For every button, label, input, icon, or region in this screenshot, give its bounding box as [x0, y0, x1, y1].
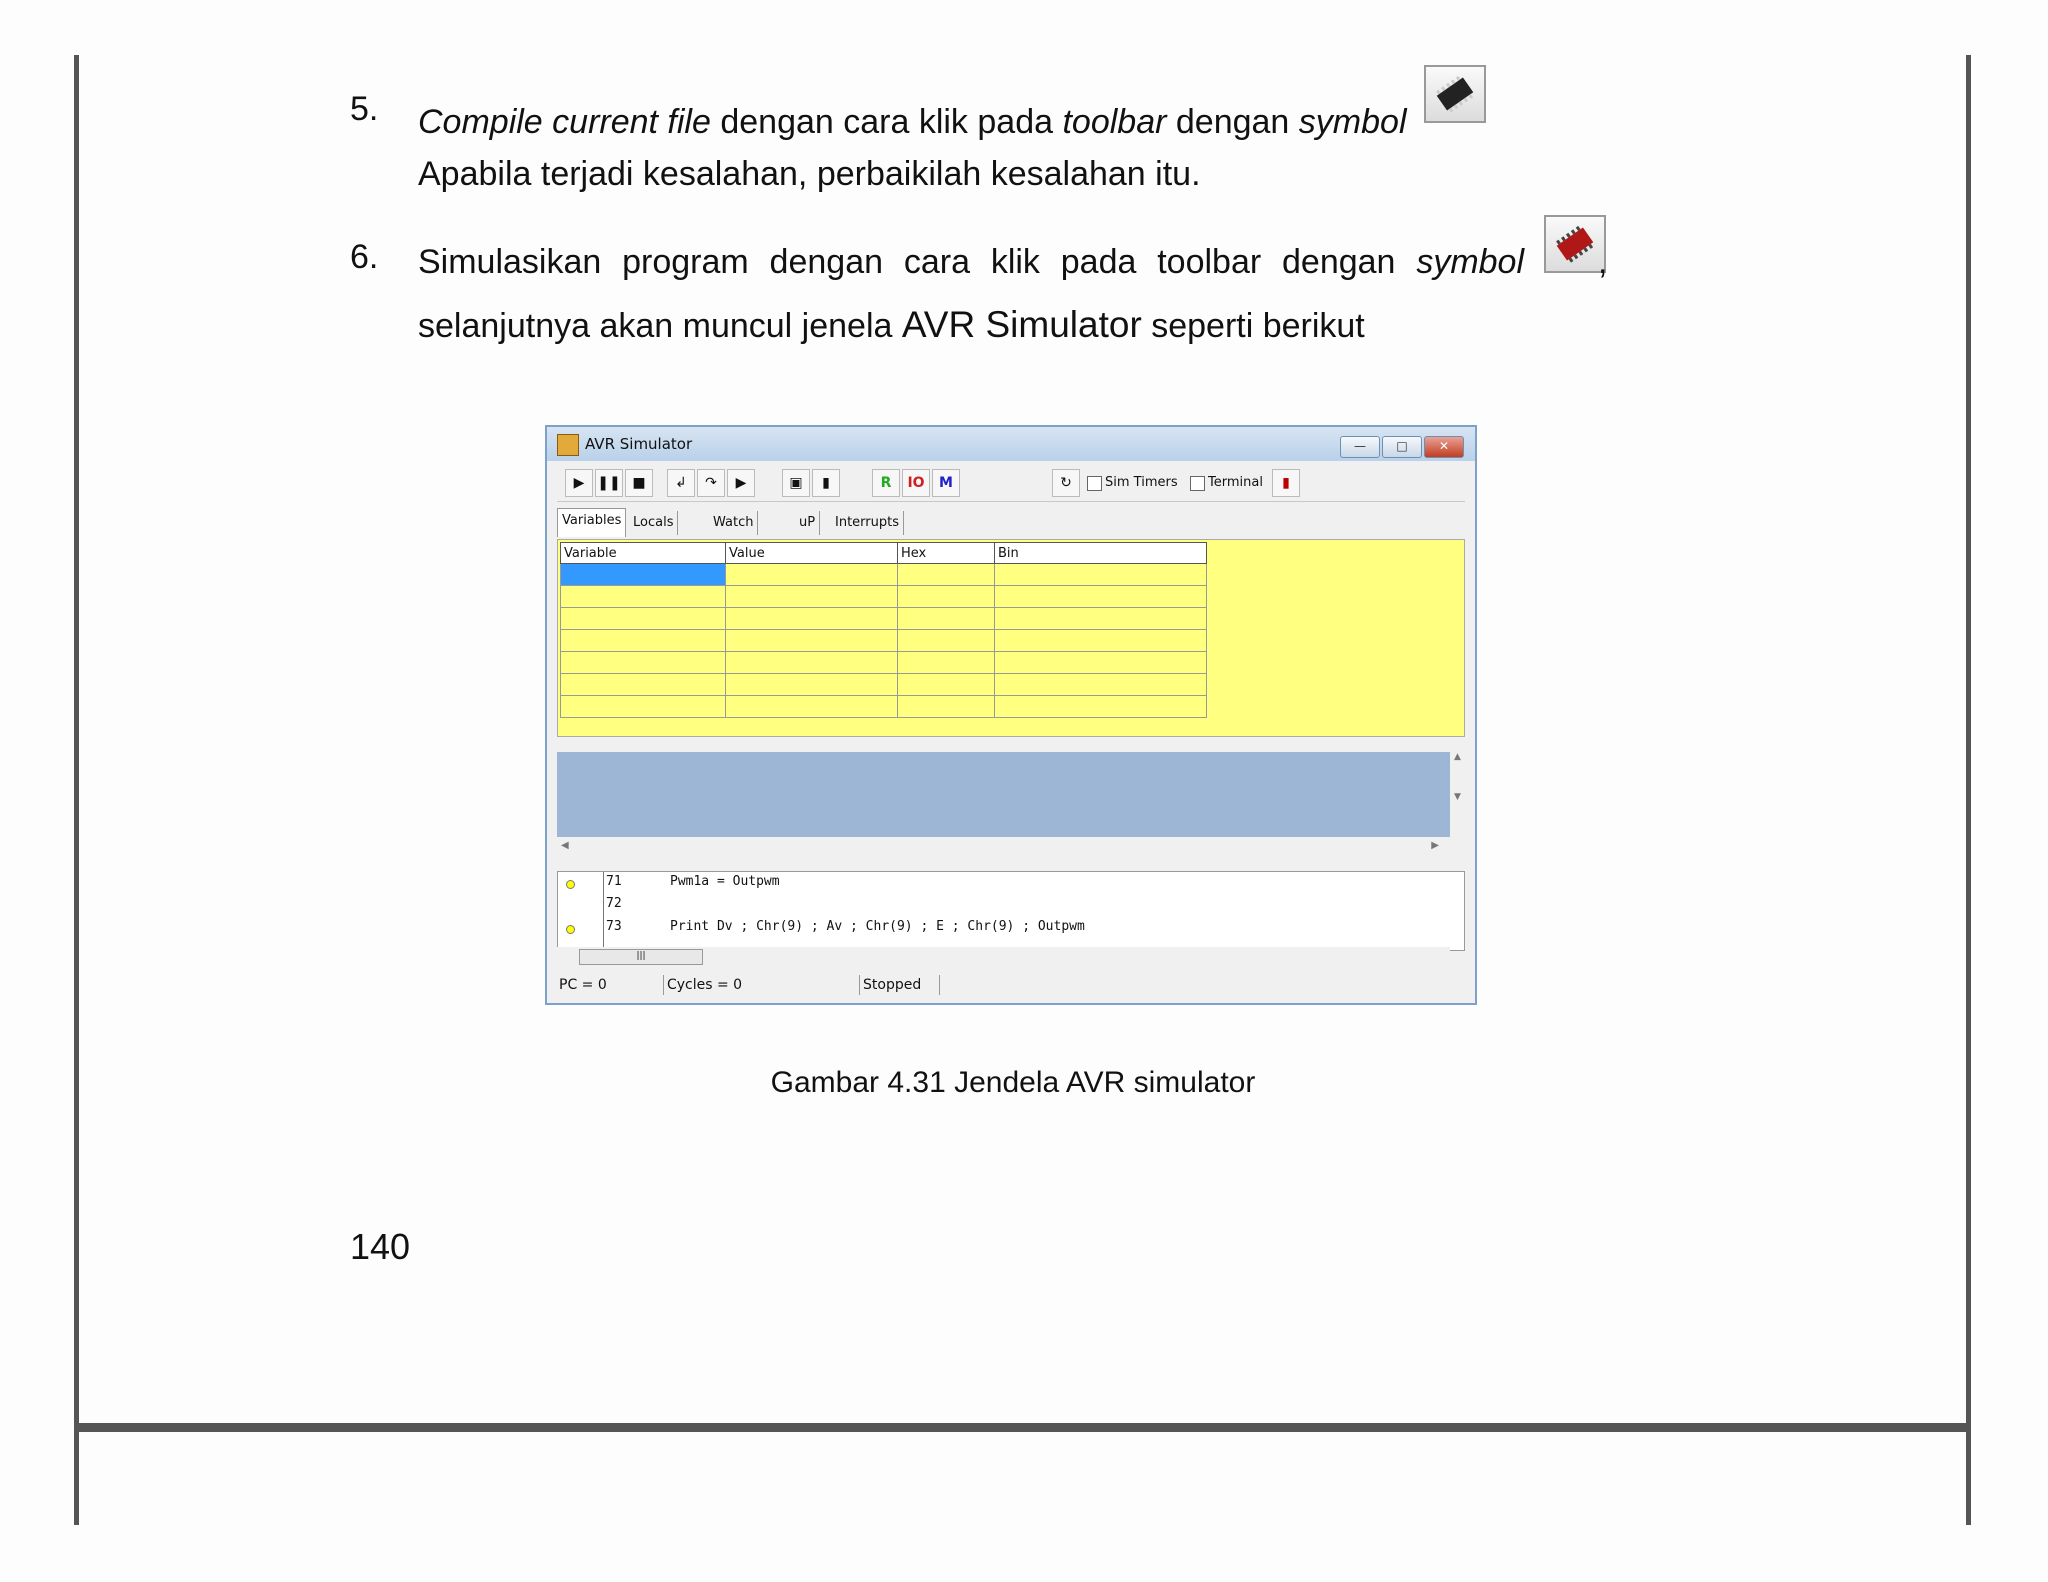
column-bin[interactable]: Bin [995, 543, 1207, 564]
hardware-icon[interactable]: ▮ [1272, 469, 1300, 497]
step-6-text-a: Simulasikan program dengan cara klik pada toolbar dengan [418, 243, 1396, 281]
tab-interrupts[interactable]: Interrupts [831, 511, 904, 535]
step-5-text-a: Compile current file [418, 103, 711, 141]
step-into-icon[interactable]: ↲ [667, 469, 695, 497]
status-state: Stopped [861, 975, 940, 995]
step-5-number: 5. [350, 90, 379, 128]
minimize-button[interactable]: — [1340, 436, 1380, 458]
selected-cell[interactable] [561, 564, 726, 586]
table-row[interactable] [561, 564, 1207, 586]
tab-bar [557, 511, 1465, 537]
code-line: Print Dv ; Chr(9) ; Av ; Chr(9) ; E ; Chr(9) ; Outpwm [670, 919, 1085, 934]
column-value[interactable]: Value [726, 543, 898, 564]
run-to-cursor-icon[interactable]: ▶ [727, 469, 755, 497]
table-row[interactable] [561, 608, 1207, 630]
status-cycles: Cycles = 0 [665, 975, 860, 995]
column-hex[interactable]: Hex [898, 543, 995, 564]
avr-simulator-window [545, 425, 1477, 1005]
step-5-text-d: dengan [1166, 103, 1299, 141]
step-6-text-b: symbol [1416, 243, 1525, 281]
registers-button[interactable]: R [872, 469, 900, 497]
step-6-number: 6. [350, 238, 379, 276]
tab-up[interactable]: uP [773, 511, 820, 535]
step-5-text-e: symbol [1298, 103, 1407, 141]
line-number: 73 [606, 919, 622, 934]
table-row[interactable] [561, 630, 1207, 652]
table-row[interactable] [561, 586, 1207, 608]
scroll-thumb[interactable]: ||| [579, 949, 703, 965]
tab-locals[interactable]: Locals [629, 511, 678, 535]
chip-icon[interactable]: ▮ [812, 469, 840, 497]
variables-table[interactable] [560, 542, 1207, 718]
output-horizontal-scrollbar[interactable]: ◀ ▶ [557, 837, 1465, 857]
simulate-chip-icon [1544, 215, 1606, 273]
status-pc: PC = 0 [557, 975, 664, 995]
close-button[interactable]: ✕ [1424, 436, 1464, 458]
output-vertical-scrollbar[interactable]: ▲ ▼ [1450, 752, 1465, 837]
memory-button[interactable]: M [932, 469, 960, 497]
simulator-toolbar [557, 467, 1465, 502]
step-6-line2 [418, 296, 1608, 355]
stop-icon[interactable]: ■ [625, 469, 653, 497]
page-border-right [1966, 55, 1971, 1525]
line-number: 71 [606, 874, 622, 889]
step-6-line2-a: selanjutnya akan muncul jenela [418, 307, 902, 345]
compile-chip-icon [1424, 65, 1486, 123]
sim-timers-label: Sim Timers [1105, 475, 1178, 490]
page-border-left [74, 55, 79, 1525]
figure-caption: Gambar 4.31 Jendela AVR simulator [770, 1066, 1256, 1099]
step-6-line2-c: seperti berikut [1141, 307, 1365, 345]
step-6-line2-avr: AVR Simulator [901, 304, 1142, 345]
io-button[interactable]: IO [902, 469, 930, 497]
step-5-line2: Apabila terjadi kesalahan, perbaikilah kesalahan itu. [418, 155, 1201, 193]
sim-timers-checkbox[interactable] [1087, 476, 1102, 491]
breakpoint-gutter[interactable] [558, 872, 604, 950]
code-view[interactable] [557, 871, 1465, 951]
status-bar [557, 973, 1465, 997]
variables-panel [557, 539, 1465, 737]
refresh-icon[interactable]: ↻ [1052, 469, 1080, 497]
table-row[interactable] [561, 696, 1207, 718]
table-header-row [561, 543, 1207, 564]
terminal-checkbox[interactable] [1190, 476, 1205, 491]
window-title: AVR Simulator [585, 435, 693, 453]
step-over-icon[interactable]: ↷ [697, 469, 725, 497]
run-icon[interactable]: ▶ [565, 469, 593, 497]
table-row[interactable] [561, 674, 1207, 696]
app-icon [557, 434, 579, 456]
code-line: Pwm1a = Outpwm [670, 874, 780, 889]
column-variable[interactable]: Variable [561, 543, 726, 564]
pause-icon[interactable]: ❚❚ [595, 469, 623, 497]
output-panel [557, 752, 1450, 837]
terminal-label: Terminal [1208, 475, 1263, 490]
lcd-icon[interactable]: ▣ [782, 469, 810, 497]
page-number: 140 [350, 1226, 411, 1267]
code-horizontal-scrollbar[interactable] [557, 947, 1450, 965]
page-border-bottom [74, 1423, 1971, 1432]
table-row[interactable] [561, 652, 1207, 674]
step-5-line1 [418, 85, 1608, 151]
step-5-text-c: toolbar [1062, 103, 1167, 141]
step-6-comma: , [1598, 243, 1608, 281]
window-titlebar[interactable] [547, 427, 1475, 461]
line-marker-dot [566, 880, 575, 889]
step-5-text-b: dengan cara klik pada [710, 103, 1063, 141]
line-marker-dot [566, 925, 575, 934]
line-number: 72 [606, 896, 622, 911]
maximize-button[interactable]: □ [1382, 436, 1422, 458]
tab-watch[interactable]: Watch [687, 511, 758, 535]
tab-variables[interactable]: Variables [557, 508, 626, 537]
